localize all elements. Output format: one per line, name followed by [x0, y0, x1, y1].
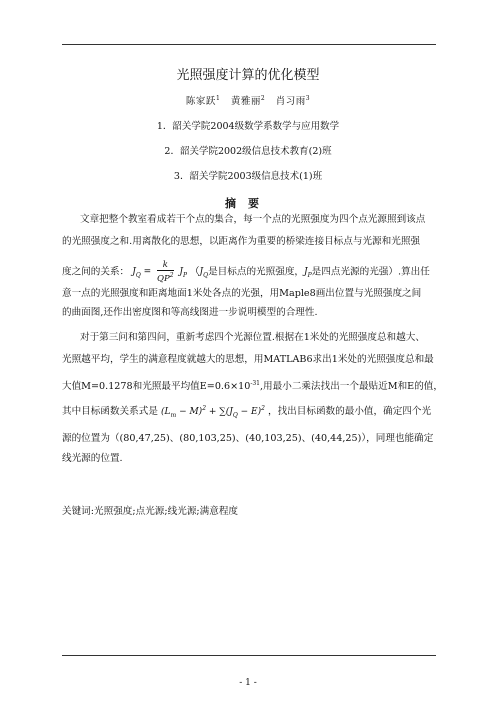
abstract-text: 度之间的关系：	[62, 266, 130, 278]
formula-part: − E)	[237, 407, 262, 417]
denominator-text: QP	[157, 273, 170, 284]
formula-part: − M)	[176, 407, 203, 417]
abstract-line: 对于第三问和第四问，重新考虑四个光源位置.根据在1米处的光照强度总和越大、	[80, 332, 425, 343]
fraction-numerator: k	[157, 260, 174, 271]
formula-objective	[161, 407, 265, 417]
paper-title: 光照强度计算的优化模型	[176, 68, 320, 83]
abstract-text: 其中目标函数关系式是	[62, 406, 158, 417]
exponent: -31	[250, 380, 260, 387]
abstract-heading: 摘要	[225, 197, 271, 210]
abstract-line-objective	[62, 402, 438, 423]
formula-symbol: J	[179, 267, 184, 278]
author-name: 陈家跃	[185, 96, 216, 107]
abstract-text: ，找出目标函数的最小值，确定四个光	[268, 406, 432, 417]
formula-light-intensity: $J_Q$ = $\frac{k}{QP^2}$ $J_P$	[132, 260, 188, 284]
abstract-line: 源的位置为（(80,47,25)、(80,103,25)、(40,103,25)、(40,44,25)），同理也能确定	[62, 433, 434, 444]
author-name: 黄雅丽	[230, 96, 261, 107]
abstract-line: 光照越平均，学生的满意程度就越大的思想，用MATLAB6求出1米处的光照强度总和最	[62, 354, 434, 365]
abstract-text: 大值M=0.1278和光照最平均值E=0.6×10	[62, 381, 251, 393]
footer-rule	[62, 655, 436, 656]
affiliation: 3．韶关学院2003级信息技术(1)班	[173, 171, 323, 182]
formula-subscript: Q	[232, 411, 238, 419]
formula-symbol: J	[304, 267, 308, 278]
author-list	[0, 93, 496, 107]
abstract-line-formula	[62, 260, 438, 284]
page-number: - 1 -	[239, 678, 257, 688]
abstract-text: 是目标点的光照强度，	[208, 266, 305, 278]
denominator-exponent: 2	[169, 272, 174, 279]
formula-symbol: J	[199, 267, 204, 278]
formula-subscript: P	[307, 272, 312, 280]
author-name: 肖习雨	[275, 96, 306, 107]
affiliation: 1．韶关学院2004级数学系数学与应用数学	[156, 121, 340, 132]
formula-subscript: m	[170, 411, 177, 419]
symbol-jp	[304, 267, 312, 280]
abstract-text: ,用最小二乘法找出一个最贴近M和E的值，	[260, 381, 443, 393]
formula-exponent: 2	[261, 405, 265, 412]
author-mark: 3	[305, 94, 311, 102]
formula-part: + ∑(J	[206, 407, 233, 417]
fraction-denominator	[157, 271, 174, 284]
abstract-line: 的曲面图,还作出密度图和等高线图进一步说明模型的合理性.	[62, 307, 318, 318]
author-mark: 2	[260, 94, 266, 102]
abstract-line: 的光照强度之和.用离散化的思想，以距离作为重要的桥梁连接目标点与光源和光照强	[62, 236, 421, 247]
formula-fraction	[157, 260, 174, 284]
abstract-text: 是四点光源的光强）.算出任	[311, 266, 430, 278]
abstract-line: 意一点的光照强度和距离地面1米处各点的光强，用Maple8画出位置与光照强度之间	[62, 288, 422, 299]
formula-subscript: P	[183, 272, 188, 280]
formula-subscript: Q	[203, 272, 209, 280]
abstract-line: 文章把整个教室看成若干个点的集合，每一个点的光照强度为四个点光源照到该点	[80, 214, 426, 225]
abstract-text: （	[189, 266, 200, 278]
header-rule	[62, 44, 436, 45]
keywords: 关键词:光照强度;点光源;线光源;满意程度	[62, 506, 239, 517]
abstract-line: 线光源的位置.	[62, 453, 123, 464]
formula-subscript: Q	[135, 272, 141, 280]
abstract-line-values	[62, 377, 443, 394]
formula-part: (L	[161, 407, 171, 417]
affiliation: 2．韶关学院2002级信息技术教育(2)班	[164, 146, 332, 157]
formula-symbol: J	[132, 267, 136, 278]
formula-exponent: 2	[202, 405, 207, 412]
author-mark: 1	[215, 94, 221, 102]
symbol-jq	[199, 267, 209, 280]
